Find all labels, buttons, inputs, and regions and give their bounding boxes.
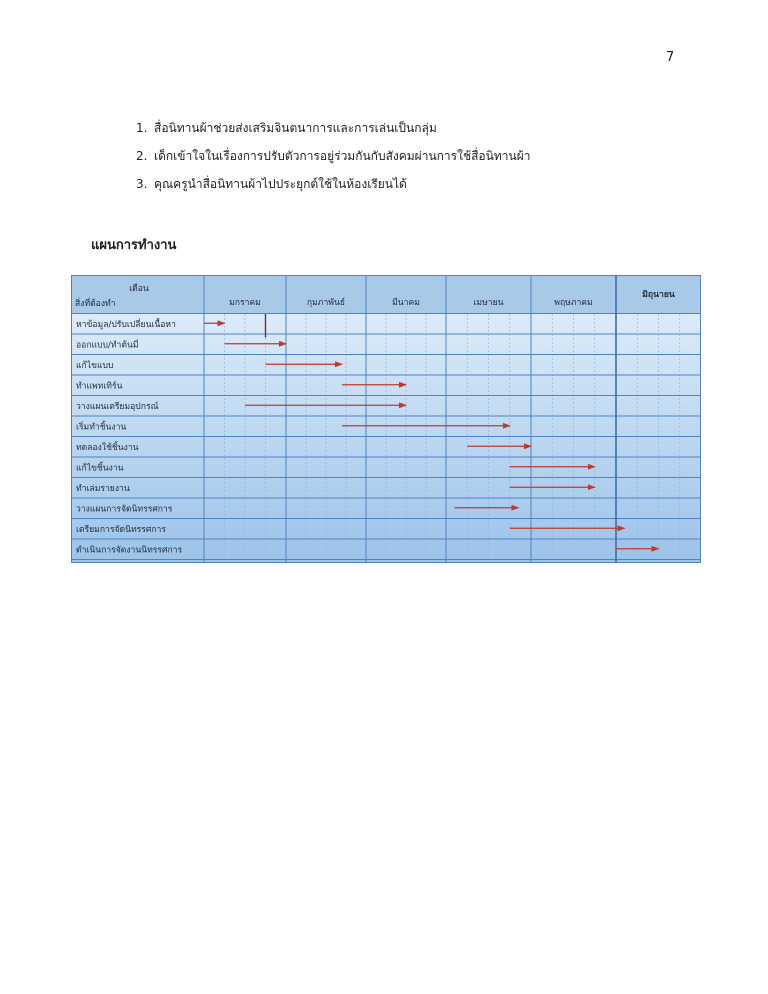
list-item-text: สื่อนิทานผ้าช่วยส่งเสริมจินตนาการและการเล่นเป็นกลุ่ม xyxy=(154,121,437,135)
task-label: วางแผนเตรียมอุปกรณ์ xyxy=(76,401,159,412)
corner-task-label: สิ่งที่ต้องทำ xyxy=(75,299,116,309)
gantt-chart xyxy=(71,275,701,563)
list-item xyxy=(128,118,530,146)
task-label: ทดลองใช้ชิ้นงาน xyxy=(76,442,139,453)
task-label: ทำแพทเทิร์น xyxy=(76,381,123,392)
task-label: ดำเนินการจัดงานนิทรรศการ xyxy=(76,545,183,556)
month-label: พฤษภาคม xyxy=(554,298,593,308)
list-item-text: เด็กเข้าใจในเรื่องการปรับตัวการอยู่ร่วมกันกับสังคมผ่านการใช้สื่อนิทานผ้า xyxy=(154,149,531,163)
task-label: ออกแบบ/ทำต้นมี่ xyxy=(76,340,139,351)
list-item-text: คุณครูนำสื่อนิทานผ้าไปประยุกต์ใช้ในห้องเรียนได้ xyxy=(154,177,407,191)
objectives-list xyxy=(128,118,530,202)
task-label: ทำเล่มรายงาน xyxy=(76,483,130,494)
task-label: วางแผนการจัดนิทรรศการ xyxy=(76,504,173,515)
month-label: เมษายน xyxy=(473,298,504,308)
month-label: มีนาคม xyxy=(392,298,420,308)
section-heading: แผนการทำงาน xyxy=(91,238,177,253)
list-item xyxy=(128,174,530,202)
task-label: แก้ไขแบบ xyxy=(76,360,114,371)
task-label: แก้ไขชิ้นงาน xyxy=(76,463,124,474)
list-number: 3. xyxy=(136,177,148,191)
month-label: มิถุนายน xyxy=(642,290,675,300)
task-label: เริ่มทำชิ้นงาน xyxy=(76,422,127,433)
list-item xyxy=(128,146,530,174)
corner-month-label: เดือน xyxy=(129,284,149,294)
list-number: 2. xyxy=(136,149,148,163)
month-label: กุมภาพันธ์ xyxy=(306,298,346,308)
task-label: เตรียมการจัดนิทรรศการ xyxy=(76,524,166,535)
header-row xyxy=(72,276,701,314)
month-label: มกราคม xyxy=(229,298,261,308)
task-label: หาข้อมูล/ปรับเปลี่ยนเนื้อหา xyxy=(76,319,176,330)
list-number: 1. xyxy=(136,121,148,135)
page-number: 7 xyxy=(666,50,675,65)
